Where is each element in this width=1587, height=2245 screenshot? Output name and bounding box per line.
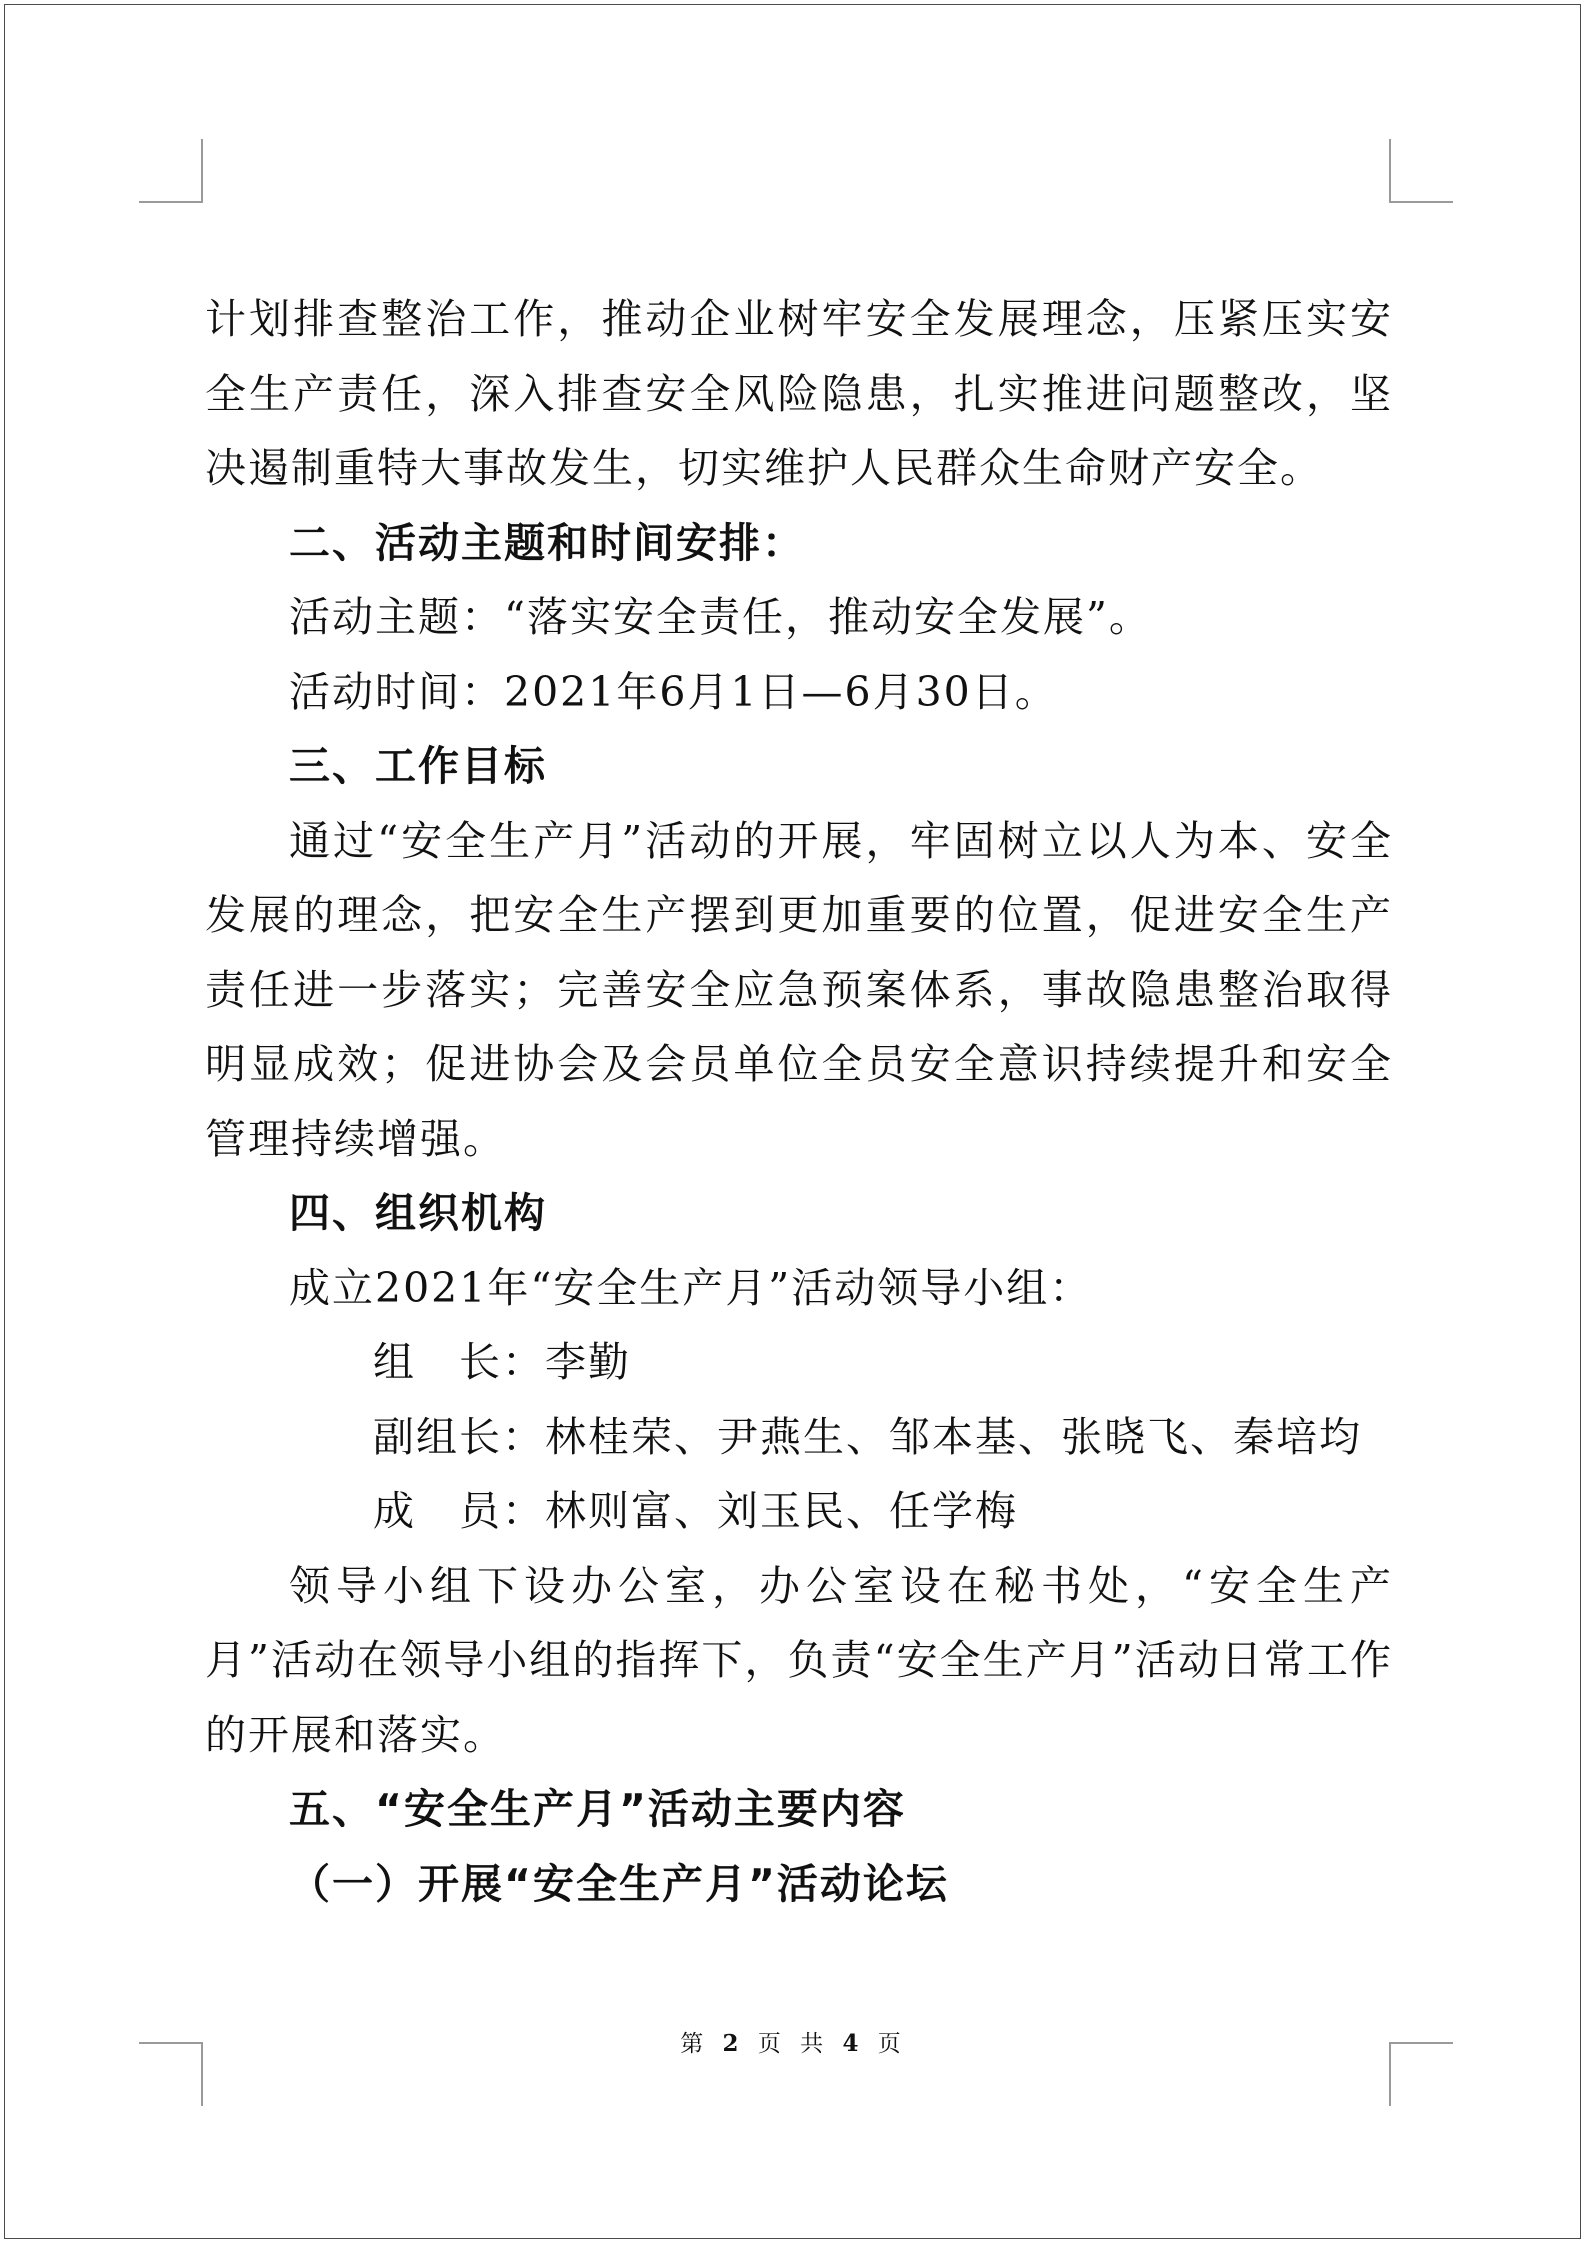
member-line bbox=[205, 1474, 1393, 1549]
section-four-heading: 四、组织机构 bbox=[289, 1189, 547, 1237]
document-body bbox=[205, 282, 1393, 1921]
deputy-line bbox=[205, 1400, 1393, 1475]
member-names: 林则富、刘玉民、任学梅 bbox=[545, 1487, 1018, 1535]
activity-theme-line: 活动主题：“落实安全责任，推动安全发展”。 bbox=[289, 593, 1152, 641]
footer-middle: 页 共 bbox=[757, 2031, 830, 2057]
leader-label: 组 长： bbox=[373, 1338, 545, 1386]
crop-mark-top-right bbox=[1389, 139, 1453, 203]
continued-paragraph: 计划排查整治工作，推动企业树牢安全发展理念，压紧压实安全生产责任，深入排查安全风险隐患，扎实推进问题整改，坚决遏制重特大事故发生，切实维护人民群众生命财产安全。 bbox=[205, 295, 1393, 492]
section-three-heading: 三、工作目标 bbox=[289, 742, 547, 790]
activity-time-line: 活动时间：2021年6月1日—6月30日。 bbox=[289, 667, 1058, 716]
office-paragraph: 领导小组下设办公室，办公室设在秘书处，“安全生产月”活动在领导小组的指挥下，负责“安全生产月”活动日常工作的开展和落实。 bbox=[205, 1561, 1393, 1759]
footer-suffix: 页 bbox=[877, 2031, 907, 2057]
goal-paragraph: 通过“安全生产月”活动的开展，牢固树立以人为本、安全发展的理念，把安全生产摆到更加重要的位置，促进安全生产责任进一步落实；完善安全应急预案体系，事故隐患整治取得明显成效；促进协会及会员单位全员安全意识持续提升和安全管理持续增强。 bbox=[205, 816, 1393, 1163]
subsection-one-heading: （一）开展“安全生产月”活动论坛 bbox=[289, 1859, 949, 1908]
section-five-heading: 五、“安全生产月”活动主要内容 bbox=[289, 1785, 906, 1833]
leader-line bbox=[205, 1325, 1393, 1400]
footer-prefix: 第 bbox=[680, 2031, 710, 2057]
page-footer bbox=[0, 2025, 1587, 2058]
total-page-number: 4 bbox=[842, 2030, 865, 2057]
deputy-label: 副组长： bbox=[373, 1412, 545, 1461]
leader-names: 李勤 bbox=[545, 1338, 631, 1386]
crop-mark-top-left bbox=[139, 139, 203, 203]
deputy-names: 林桂荣、尹燕生、邹本基、张晓飞、秦培均 bbox=[545, 1412, 1362, 1461]
group-intro-line: 成立2021年“安全生产月”活动领导小组： bbox=[289, 1263, 1093, 1312]
current-page-number: 2 bbox=[722, 2030, 745, 2057]
member-label: 成 员： bbox=[373, 1487, 545, 1535]
section-two-heading: 二、活动主题和时间安排： bbox=[289, 518, 805, 567]
